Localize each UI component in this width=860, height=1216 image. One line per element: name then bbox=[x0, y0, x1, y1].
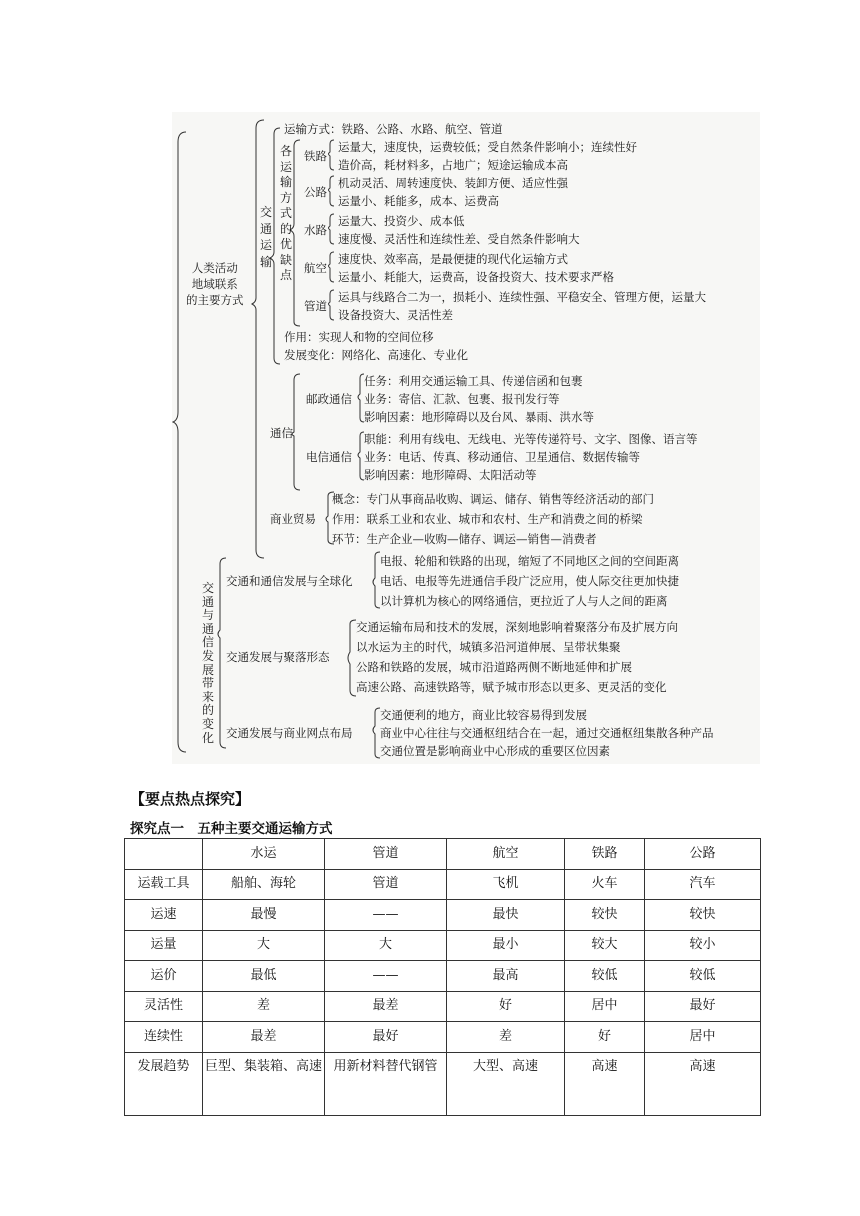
settlement-line-4: 高速公路、高速铁路等，赋予城市形态以更多、更灵活的变化 bbox=[356, 680, 667, 694]
telecom-line-2: 业务：电话、传真、移动通信、卫星通信、数据传输等 bbox=[364, 450, 640, 464]
table-cell: —— bbox=[325, 961, 447, 992]
table-header-cell: 航空 bbox=[447, 839, 565, 870]
table-cell: 连续性 bbox=[125, 1022, 203, 1053]
commerce-layout-line-2: 商业中心往往与交通枢纽结合在一起，通过交通枢纽集散各种产品 bbox=[380, 726, 714, 740]
transport-label: 交 通 运 输 bbox=[259, 205, 272, 269]
commerce-layout-line-3: 交通位置是影响商业中心形成的重要区位因素 bbox=[380, 744, 610, 758]
table-cell: 用新材料替代钢管 bbox=[325, 1052, 447, 1115]
root-label: 人类活动 地域联系 的主要方式 bbox=[186, 261, 244, 307]
subsection-title: 探究点一 五种主要交通运输方式 bbox=[130, 821, 333, 837]
table-row bbox=[125, 1052, 761, 1115]
transport-role: 作用：实现人和物的空间位移 bbox=[284, 330, 434, 344]
globalization-line-2: 电话、电报等先进通信手段广泛应用，使人际交往更加快捷 bbox=[380, 574, 679, 588]
table-cell: 最差 bbox=[203, 1022, 325, 1053]
road-line-2: 运量小、耗能多，成本、运费高 bbox=[338, 194, 499, 208]
road-label: 公路 bbox=[304, 185, 327, 199]
table-cell: 运量 bbox=[125, 930, 203, 961]
water-line-1: 运量大、投资少、成本低 bbox=[338, 214, 465, 228]
water-line-2: 速度慢、灵活性和连续性差、受自然条件影响大 bbox=[338, 232, 580, 246]
table-cell: 大型、高速 bbox=[447, 1052, 565, 1115]
rail-label: 铁路 bbox=[304, 149, 327, 163]
table-row bbox=[125, 961, 761, 992]
pros-cons-label: 各 运 输 方 式 的 优 缺 点 bbox=[279, 144, 292, 282]
table-cell: 最快 bbox=[447, 900, 565, 931]
road-line-1: 机动灵活、周转速度快、装卸方便、适应性强 bbox=[338, 176, 568, 190]
table-cell: 居中 bbox=[565, 991, 645, 1022]
changes-label: 交 通 与 通 信 发 展 带 来 的 变 化 bbox=[201, 581, 214, 745]
table-row bbox=[125, 1022, 761, 1053]
table-cell: 飞机 bbox=[447, 869, 565, 900]
table-cell: 最慢 bbox=[203, 900, 325, 931]
table-cell: 最高 bbox=[447, 961, 565, 992]
table-row bbox=[125, 930, 761, 961]
table-cell: 高速 bbox=[565, 1052, 645, 1115]
postal-line-2: 业务：寄信、汇款、包裹、报刊发行等 bbox=[364, 392, 560, 406]
commerce-line-2: 作用：联系工业和农业、城市和农村、生产和消费之间的桥梁 bbox=[332, 512, 643, 526]
transport-modes-line: 运输方式：铁路、公路、水路、航空、管道 bbox=[284, 122, 503, 136]
table-cell: 好 bbox=[447, 991, 565, 1022]
globalization-line-3: 以计算机为核心的网络通信，更拉近了人与人之间的距离 bbox=[380, 594, 668, 608]
table-cell: 巨型、集装箱、高速 bbox=[203, 1052, 325, 1115]
settlement-line-3: 公路和铁路的发展，城市沿道路两侧不断地延伸和扩展 bbox=[356, 660, 632, 674]
table-cell: 最低 bbox=[203, 961, 325, 992]
postal-line-3: 影响因素：地形障碍以及台风、暴雨、洪水等 bbox=[364, 410, 594, 424]
table-row bbox=[125, 869, 761, 900]
commerce-layout-line-1: 交通便利的地方，商业比较容易得到发展 bbox=[380, 708, 587, 722]
table-cell: 运速 bbox=[125, 900, 203, 931]
table-cell: 差 bbox=[447, 1022, 565, 1053]
table-cell: 最差 bbox=[325, 991, 447, 1022]
section-title: 【要点热点探究】 bbox=[130, 790, 251, 808]
table-cell: 发展趋势 bbox=[125, 1052, 203, 1115]
commerce-layout-label: 交通发展与商业网点布局 bbox=[226, 726, 353, 740]
pipe-label: 管道 bbox=[304, 299, 327, 313]
table-cell: 大 bbox=[203, 930, 325, 961]
table-row bbox=[125, 991, 761, 1022]
table-header-cell: 水运 bbox=[203, 839, 325, 870]
table-row bbox=[125, 900, 761, 931]
table-cell: 船舶、海轮 bbox=[203, 869, 325, 900]
table-cell: 差 bbox=[203, 991, 325, 1022]
table-cell: 管道 bbox=[325, 869, 447, 900]
table-cell: 较低 bbox=[645, 961, 761, 992]
table-cell: 运价 bbox=[125, 961, 203, 992]
table-cell: 较小 bbox=[645, 930, 761, 961]
table-cell: 高速 bbox=[645, 1052, 761, 1115]
table-cell: 较低 bbox=[565, 961, 645, 992]
table-cell: 较快 bbox=[645, 900, 761, 931]
settlement-line-2: 以水运为主的时代，城镇多沿河道伸展、呈带状集聚 bbox=[356, 640, 621, 654]
rail-line-1: 运量大，速度快，运费较低；受自然条件影响小；连续性好 bbox=[338, 140, 637, 154]
commerce-line-3: 环节：生产企业—收购—储存、调运—销售—消费者 bbox=[332, 532, 597, 546]
table-cell: 运载工具 bbox=[125, 869, 203, 900]
air-line-2: 运量小、耗能大，运费高，设备投资大、技术要求严格 bbox=[338, 270, 614, 284]
telecom-line-1: 职能：利用有线电、无线电、光等传递符号、文字、图像、语言等 bbox=[364, 432, 698, 446]
communication-label: 通信 bbox=[270, 426, 293, 440]
concept-map-figure bbox=[172, 112, 760, 764]
table-cell: 好 bbox=[565, 1022, 645, 1053]
table-cell: 最好 bbox=[325, 1022, 447, 1053]
table-header-row bbox=[125, 839, 761, 870]
transport-development: 发展变化：网络化、高速化、专业化 bbox=[284, 348, 468, 362]
table-cell: 最好 bbox=[645, 991, 761, 1022]
air-line-1: 速度快、效率高，是最便捷的现代化运输方式 bbox=[338, 252, 568, 266]
table-header-cell: 公路 bbox=[645, 839, 761, 870]
water-label: 水路 bbox=[304, 223, 327, 237]
rail-line-2: 造价高，耗材料多，占地广；短途运输成本高 bbox=[338, 158, 568, 172]
settlement-line-1: 交通运输布局和技术的发展，深刻地影响着聚落分布及扩展方向 bbox=[356, 620, 678, 634]
air-label: 航空 bbox=[304, 261, 327, 275]
postal-label: 邮政通信 bbox=[306, 392, 352, 406]
table-header-cell: 管道 bbox=[325, 839, 447, 870]
globalization-line-1: 电报、轮船和铁路的出现，缩短了不同地区之间的空间距离 bbox=[380, 554, 679, 568]
table-cell: 较大 bbox=[565, 930, 645, 961]
commerce-label: 商业贸易 bbox=[270, 512, 316, 526]
table-cell: 较快 bbox=[565, 900, 645, 931]
commerce-line-1: 概念：专门从事商品收购、调运、储存、销售等经济活动的部门 bbox=[332, 492, 654, 506]
table-cell: 汽车 bbox=[645, 869, 761, 900]
table-header-cell: 铁路 bbox=[565, 839, 645, 870]
pipe-line-1: 运具与线路合二为一，损耗小、连续性强、平稳安全、管理方便，运量大 bbox=[338, 290, 706, 304]
transport-comparison-table bbox=[124, 838, 761, 1116]
table-cell: 居中 bbox=[645, 1022, 761, 1053]
table-header-cell bbox=[125, 839, 203, 870]
telecom-label: 电信通信 bbox=[306, 450, 352, 464]
table-cell: 灵活性 bbox=[125, 991, 203, 1022]
telecom-line-3: 影响因素：地形障碍、太阳活动等 bbox=[364, 468, 537, 482]
pipe-line-2: 设备投资大、灵活性差 bbox=[338, 308, 453, 322]
table-cell: 最小 bbox=[447, 930, 565, 961]
table-cell: —— bbox=[325, 900, 447, 931]
postal-line-1: 任务：利用交通运输工具、传递信函和包裹 bbox=[364, 374, 583, 388]
table-cell: 大 bbox=[325, 930, 447, 961]
settlement-label: 交通发展与聚落形态 bbox=[226, 650, 330, 664]
globalization-label: 交通和通信发展与全球化 bbox=[226, 574, 353, 588]
table-cell: 火车 bbox=[565, 869, 645, 900]
